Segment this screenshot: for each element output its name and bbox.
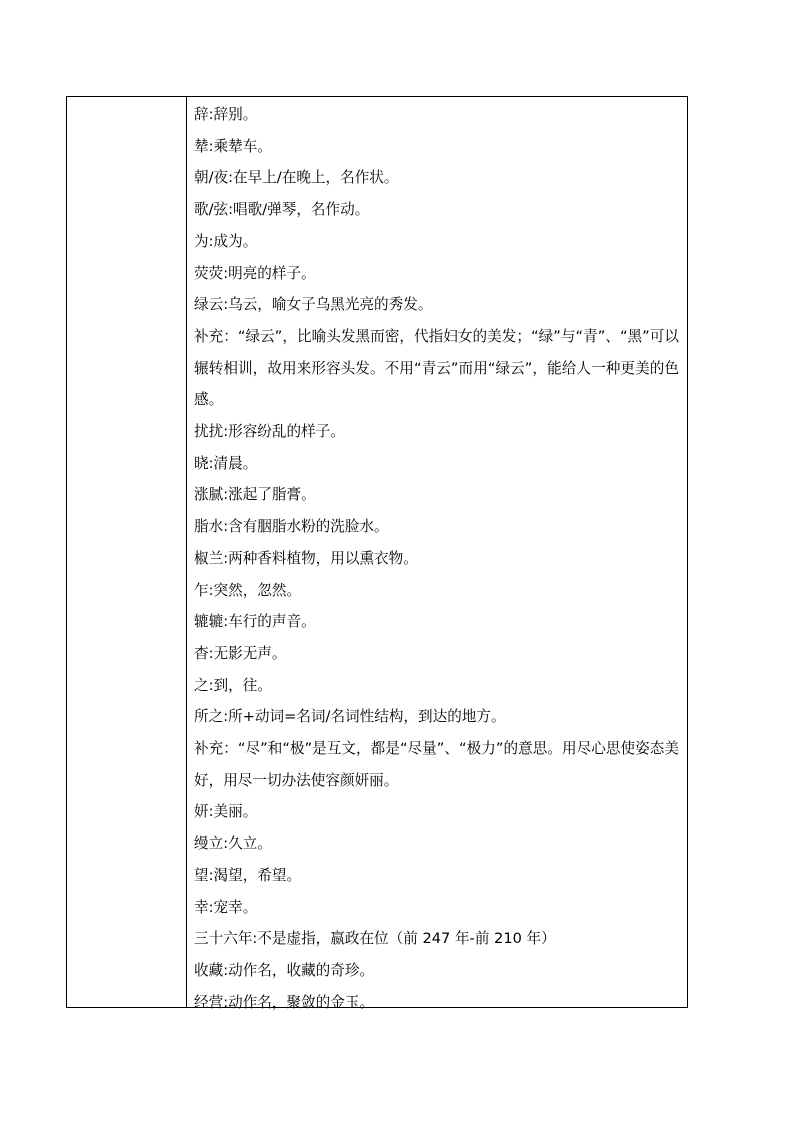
table-left-cell xyxy=(67,97,187,1007)
entry-yingying: 荧荧:明亮的样子。 xyxy=(194,264,316,282)
entry-manli: 缦立:久立。 xyxy=(194,835,272,853)
entry-xing: 幸:宠幸。 xyxy=(194,898,258,916)
entry-sanshiliunian: 三十六年:不是虚指，嬴政在位（前 247 年-前 210 年） xyxy=(194,930,556,948)
entry-shoucang: 收藏:动作名，收藏的奇珍。 xyxy=(194,961,375,979)
entry-supplement-lvyun: 补充：“绿云”，比喻头发黑而密，代指妇女的美发；“绿”与“青”、“黑”可以辗转相训，故用来形容头发。不用“青云”而用“绿云”，能给人一种更美的色感。 xyxy=(194,327,679,409)
entry-zhao-ye: 朝/夜:在早上/在晚上，名作状。 xyxy=(194,169,399,187)
entry-ci: 辞:辞别。 xyxy=(194,106,258,123)
entry-xiao: 晓:清晨。 xyxy=(194,454,258,472)
entry-zhangni: 涨腻:涨起了脂膏。 xyxy=(194,486,316,504)
entry-yao: 杳:无影无声。 xyxy=(194,644,287,662)
entry-yan: 妍:美丽。 xyxy=(194,803,258,821)
entry-zha: 乍:突然，忽然。 xyxy=(194,581,302,599)
entry-jiaolan: 椒兰:两种香料植物，用以熏衣物。 xyxy=(194,549,418,567)
entry-wei: 为:成为。 xyxy=(194,232,258,250)
table-right-cell xyxy=(187,97,687,1011)
entry-zhi: 之:到，往。 xyxy=(194,676,272,694)
entry-zhishui: 脂水:含有胭脂水粉的洗脸水。 xyxy=(194,518,389,536)
entry-lulu: 辘辘:车行的声音。 xyxy=(194,613,316,631)
entry-raorao: 扰扰:形容纷乱的样子。 xyxy=(194,423,345,441)
entry-ge-xian: 歌/弦:唱歌/弹琴，名作动。 xyxy=(194,201,370,219)
entry-lvyun: 绿云:乌云，喻女子乌黑光亮的秀发。 xyxy=(194,296,433,314)
annotation-table xyxy=(66,96,688,1011)
entry-jingying: 经营:动作名，聚敛的金玉。 xyxy=(194,993,375,1011)
entry-suozhi: 所之:所+动词=名词/名词性结构，到达的地方。 xyxy=(194,708,506,726)
entry-nian: 辇:乘辇车。 xyxy=(194,137,272,155)
entry-wang: 望:渴望，希望。 xyxy=(194,866,302,884)
entry-supplement-jin-ji: 补充：“尽”和“极”是互文，都是“尽量”、“极力”的意思。用尽心思使姿态美好，用尽一切办法使容颜妍丽。 xyxy=(194,740,679,789)
